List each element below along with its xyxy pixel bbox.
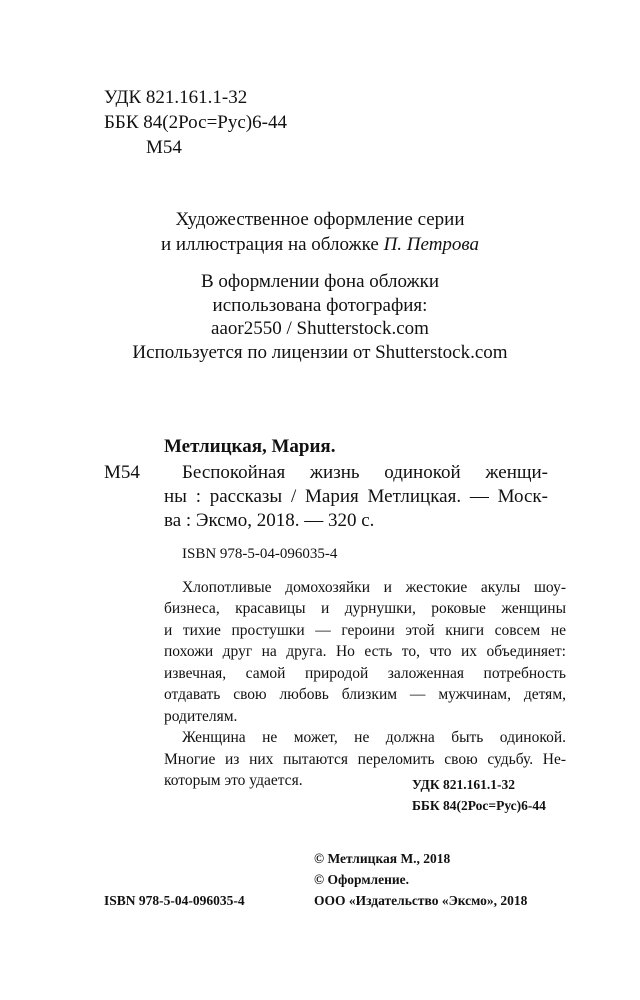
photo-credit-line2: использована фотография: — [212, 295, 428, 316]
design-credit-line2 — [0, 232, 640, 257]
annotation-line: Женщина не может, не должна быть одинокой. — [182, 729, 566, 746]
bib-isbn: ISBN 978-5-04-096035-4 — [182, 546, 338, 562]
annotation-line: извечная, самой природой заложенная потребность — [164, 665, 566, 682]
udk-code-bottom: УДК 821.161.1-32 — [412, 777, 515, 792]
design-credit-line1: Художественное оформление серии — [175, 209, 465, 230]
annotation-line: которым это удается. — [164, 772, 303, 789]
design-artist: П. Петрова — [383, 234, 480, 255]
bib-description-line1: Беспокойная жизнь одинокой женщи- — [182, 462, 548, 483]
bbk-code-bottom: ББК 84(2Рос=Рус)6-44 — [412, 798, 546, 813]
photo-credit-line1: В оформлении фона обложки — [200, 271, 440, 292]
annotation-line: похожи друг на друга. Но есть то, что их объединяет: — [164, 643, 566, 660]
annotation-line: родителям. — [164, 708, 238, 725]
design-credit-prefix: и иллюстрация на обложке — [160, 234, 384, 255]
bbk-code: ББК 84(2Рос=Рус)6-44 — [104, 112, 287, 133]
annotation-line: отдавать свою любовь близким — мужчинам, детям, — [164, 686, 566, 703]
photo-credit-line4: Используется по лицензии от Shutterstock.com — [132, 342, 508, 363]
annotation-line: бизнеса, красавицы и дурнушки, роковые женщины — [164, 600, 566, 617]
annotation-line: Хлопотливые домохозяйки и жестокие акулы шоу- — [182, 579, 566, 596]
author-heading: Метлицкая, Мария. — [164, 436, 336, 457]
author-mark: М54 — [146, 137, 182, 158]
annotation-line: Многие из них пытаются переломить свою судьбу. Не- — [164, 751, 566, 768]
udk-code: УДК 821.161.1-32 — [104, 87, 248, 108]
copyright-line2: © Оформление. — [314, 872, 410, 887]
annotation-line: и тихие простушки — героини этой книги совсем не — [164, 622, 566, 639]
bib-author-mark: М54 — [104, 462, 140, 483]
bib-description-line2: ны : рассказы / Мария Метлицкая. — Моск- — [164, 486, 548, 507]
isbn-bottom: ISBN 978-5-04-096035-4 — [104, 893, 245, 908]
bib-description-line3: ва : Эксмо, 2018. — 320 с. — [164, 510, 375, 531]
photo-credit-line3: aaor2550 / Shutterstock.com — [211, 318, 429, 339]
copyright-line1: © Метлицкая М., 2018 — [314, 851, 451, 866]
copyright-line3: ООО «Издательство «Эксмо», 2018 — [314, 893, 528, 908]
